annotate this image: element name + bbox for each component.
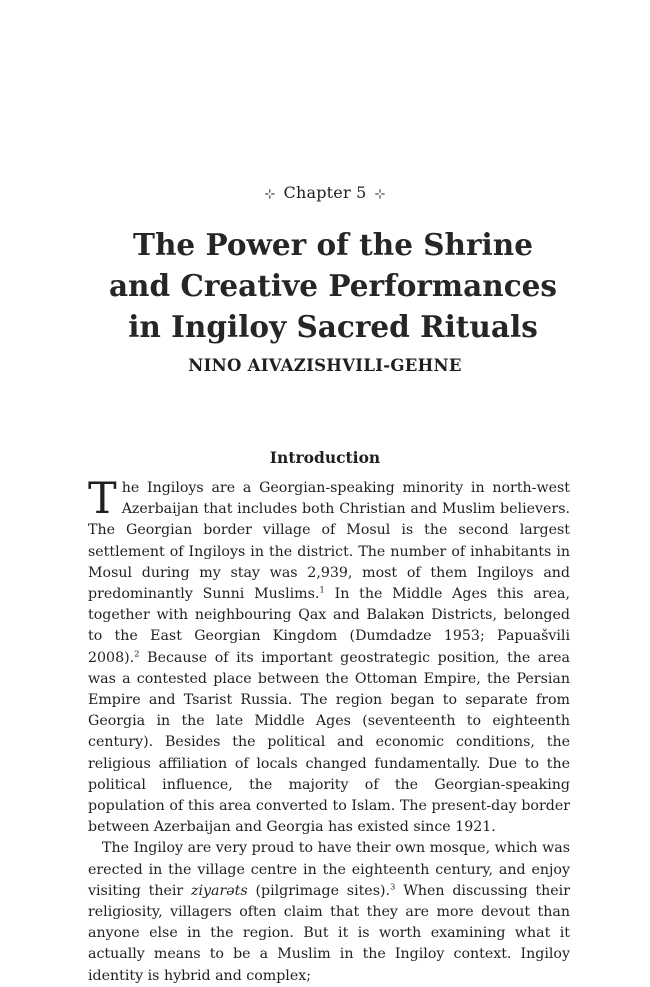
paragraph-2-text-b: (pilgrimage sites). (247, 882, 391, 899)
paragraph-2-text-c: When discussing their religiosity, villagers often claim that they are more devout than anyone else in the region. But it is worth examining what it actually means to be a Muslim in the Ingiloy context. Ingiloy identity is hybrid and complex; (88, 882, 571, 984)
paragraph-2 (88, 838, 570, 986)
paragraph-1-text-c: Because of its important geostrategic position, the area was a contested place between the Ottoman Empire, the Persian Empire and Tsarist Russia. The region began to separate from Georgia in the late Middle Ages (seventeenth to eighteenth century). Besides the political and economic conditions, the religious affiliation of locals changed fundamentally. Due to the political influence, the majority of the Georgian-speaking population of this area converted to Islam. The present-day border between Azerbaijan and Georgia has existed since 1921. (88, 649, 570, 836)
paragraph-1-text-a: he Ingiloys are a Georgian-speaking minority in north-west Azerbaijan that includes both Christian and Muslim believers. The Georgian border village of Mosul is the second largest settlement of Ingiloys in the district. The number of inhabitants in Mosul during my stay was 2,939, most of them Ingiloys and predominantly Sunni Muslims. (88, 480, 570, 603)
ornament-left-icon: ⊹ (264, 187, 276, 202)
footnote-marker-1[interactable]: 1 (319, 585, 325, 596)
footnote-marker-3[interactable]: 3 (390, 882, 396, 893)
author-name: NINO AIVAZISHVILI-GEHNE (188, 356, 462, 375)
chapter-label (0, 183, 650, 202)
paragraph-1 (88, 474, 570, 838)
italic-term: ziyarəts (191, 882, 248, 899)
chapter-number: Chapter 5 (283, 183, 367, 202)
section-heading: Introduction (269, 448, 381, 467)
paragraph-1-text-b: In the Middle Ages this area, together with neighbouring Qax and Balakən Districts, belonged to the East Georgian Kingdom (Dumdadze 1953; Papuašvili 2008). (88, 586, 570, 666)
ornament-right-icon: ⊹ (374, 187, 386, 202)
paragraph-2-text-a: The Ingiloy are very proud to have their own mosque, which was erected in the village centre in the eighteenth century, and enjoy visiting their (88, 840, 570, 899)
footnote-marker-2[interactable]: 2 (134, 648, 140, 659)
drop-cap: T (88, 474, 117, 524)
body-text (88, 474, 571, 987)
chapter-title: The Power of the Shrine and Creative Performances in Ingiloy Sacred Rituals (108, 227, 558, 344)
